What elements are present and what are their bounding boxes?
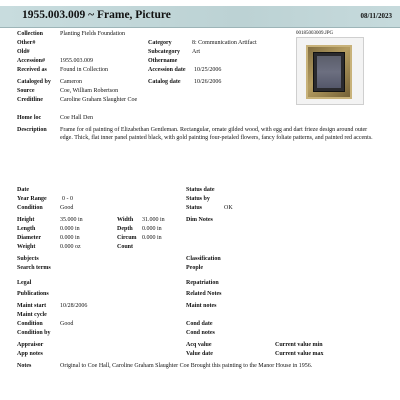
source-label: Source bbox=[17, 88, 35, 94]
received-as-value: Found in Collection bbox=[60, 67, 108, 73]
condition-label: Condition bbox=[17, 205, 43, 211]
received-as-label: Received as bbox=[17, 67, 47, 73]
source-value: Coe, William Robertson bbox=[60, 88, 119, 94]
maint-start-value: 10/28/2006 bbox=[60, 303, 88, 309]
creditline-value: Caroline Graham Slaughter Coe bbox=[60, 97, 138, 103]
diameter-label: Diameter bbox=[17, 235, 41, 241]
print-date: 08/11/2023 bbox=[360, 12, 392, 20]
height-label: Height bbox=[17, 217, 35, 223]
repatriation-label: Repatriation bbox=[186, 280, 219, 286]
maint-condition-value: Good bbox=[60, 321, 74, 327]
date-label: Date bbox=[17, 187, 29, 193]
people-label: People bbox=[186, 265, 203, 271]
object-image[interactable] bbox=[296, 37, 364, 105]
category-label: Category bbox=[148, 40, 172, 46]
status-value: OK bbox=[224, 205, 233, 211]
catalog-date-label: Catalog date bbox=[148, 79, 181, 85]
maint-cycle-label: Maint cycle bbox=[17, 312, 47, 318]
catalog-date-value: 10/26/2006 bbox=[194, 79, 222, 85]
weight-label: Weight bbox=[17, 244, 36, 250]
home-loc-value: Coe Hall Den bbox=[60, 115, 93, 121]
diameter-value: 0.000 in bbox=[60, 235, 80, 241]
cataloged-by-value: Cameron bbox=[60, 79, 82, 85]
height-value: 35.000 in bbox=[60, 217, 83, 223]
circum-label: Circum bbox=[117, 235, 137, 241]
depth-value: 0.000 in bbox=[142, 226, 162, 232]
record-title: 1955.003.009 ~ Frame, Picture bbox=[22, 9, 171, 21]
status-by-label: Status by bbox=[186, 196, 210, 202]
app-notes-label: App notes bbox=[17, 351, 43, 357]
image-filename: 00185003009.JPG bbox=[296, 31, 334, 36]
search-terms-label: Search terms bbox=[17, 265, 51, 271]
subcategory-label: Subcategory bbox=[148, 49, 180, 55]
cataloged-by-label: Cataloged by bbox=[17, 79, 51, 85]
legal-label: Legal bbox=[17, 280, 32, 286]
maint-notes-label: Maint notes bbox=[186, 303, 217, 309]
other-num-label: Other# bbox=[17, 40, 36, 46]
picture-frame-photo bbox=[306, 45, 352, 99]
record-title-bar bbox=[0, 6, 400, 28]
condition-value: Good bbox=[60, 205, 74, 211]
current-value-max-label: Current value max bbox=[275, 351, 324, 357]
status-label: Status bbox=[186, 205, 203, 211]
width-value: 31.000 in bbox=[142, 217, 165, 223]
subcategory-value: Art bbox=[192, 49, 200, 55]
old-num-label: Old# bbox=[17, 49, 30, 55]
width-label: Width bbox=[117, 217, 134, 223]
notes-label: Notes bbox=[17, 363, 32, 369]
classification-label: Classification bbox=[186, 256, 221, 262]
condition-by-label: Condition by bbox=[17, 330, 51, 336]
value-date-label: Value date bbox=[186, 351, 213, 357]
accession-date-label: Accession date bbox=[148, 67, 186, 73]
acq-value-label: Acq value bbox=[186, 342, 212, 348]
accession-num-label: Accession# bbox=[17, 58, 45, 64]
maint-start-label: Maint start bbox=[17, 303, 47, 309]
length-label: Length bbox=[17, 226, 36, 232]
appraisor-label: Appraisor bbox=[17, 342, 44, 348]
creditline-label: Creditline bbox=[17, 97, 43, 103]
collection-value: Planting Fields Foundation bbox=[60, 31, 126, 37]
weight-value: 0.000 oz bbox=[60, 244, 81, 250]
collection-label: Collection bbox=[17, 31, 43, 37]
cond-notes-label: Cond notes bbox=[186, 330, 215, 336]
status-date-label: Status date bbox=[186, 187, 215, 193]
home-loc-label: Home loc bbox=[17, 115, 42, 121]
current-value-min-label: Current value min bbox=[275, 342, 323, 348]
accession-date-value: 10/25/2006 bbox=[194, 67, 222, 73]
circum-value: 0.000 in bbox=[142, 235, 162, 241]
related-notes-label: Related Notes bbox=[186, 291, 222, 297]
subjects-label: Subjects bbox=[17, 256, 39, 262]
publications-label: Publications bbox=[17, 291, 49, 297]
year-range-label: Year Range bbox=[17, 196, 47, 202]
notes-value: Original to Coe Hall, Caroline Graham Slaughter Coe Brought this painting to the Manor House in 1956. bbox=[60, 363, 313, 369]
othername-label: Othername bbox=[148, 58, 178, 64]
cond-date-label: Cond date bbox=[186, 321, 213, 327]
description-value: Frame for oil painting of Elizabethan Gentleman. Rectangular, ornate gilded wood, with egg and dart frieze design around outer edge. Thick, flat inner panel painted black, with gold painting four-petaled flowers, fancy foliate patterns, and painted red accents. bbox=[60, 127, 373, 141]
count-label: Count bbox=[117, 244, 134, 250]
maint-condition-label: Condition bbox=[17, 321, 43, 327]
category-value: 8: Communication Artifact bbox=[192, 40, 257, 46]
year-range-value: 0 - 0 bbox=[62, 196, 73, 202]
depth-label: Depth bbox=[117, 226, 133, 232]
accession-num-value: 1955.003.009 bbox=[60, 58, 93, 64]
description-label: Description bbox=[17, 127, 47, 133]
dim-notes-label: Dim Notes bbox=[186, 217, 213, 223]
length-value: 0.000 in bbox=[60, 226, 80, 232]
